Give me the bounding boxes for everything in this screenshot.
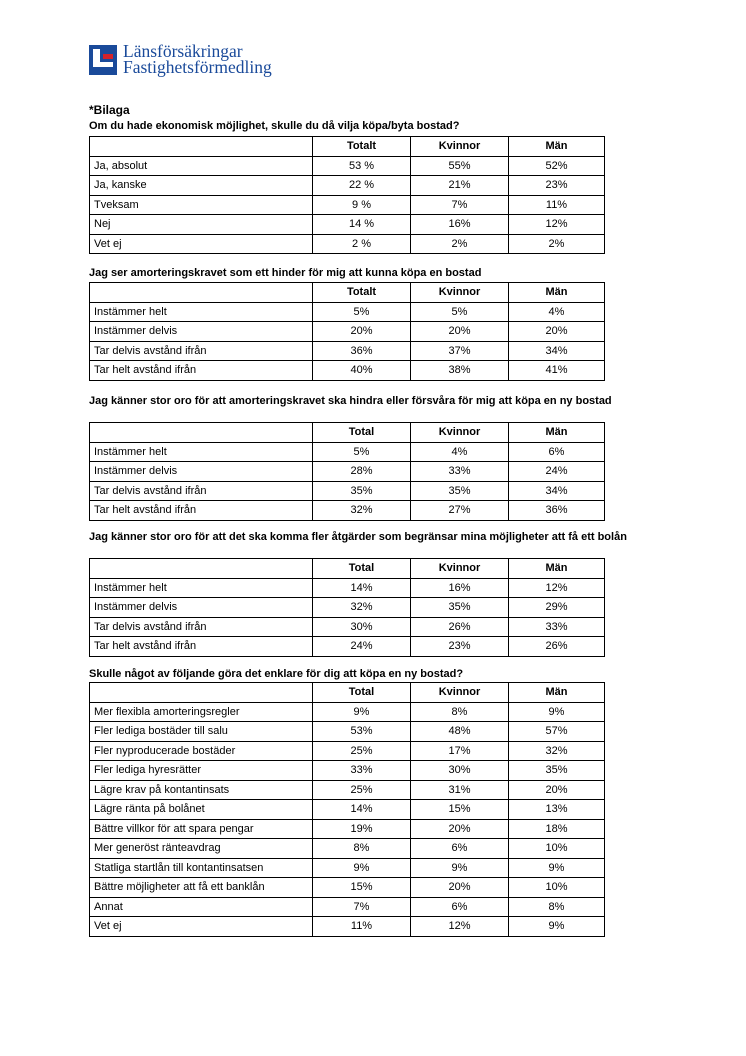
value-cell: 48% — [411, 722, 509, 742]
company-logo — [89, 43, 272, 75]
question-title-2: Jag ser amorteringskravet som ett hinder för mig att kunna köpa en bostad — [89, 267, 482, 279]
value-cell: 9% — [509, 858, 605, 878]
value-cell: 20% — [313, 322, 411, 342]
value-cell: 34% — [509, 481, 605, 501]
value-cell: 12% — [509, 215, 605, 235]
value-cell: 10% — [509, 878, 605, 898]
header-cell-empty — [90, 137, 313, 157]
row-label: Bättre möjligheter att få ett banklån — [90, 878, 313, 898]
row-label: Annat — [90, 897, 313, 917]
value-cell: 12% — [509, 578, 605, 598]
value-cell: 2% — [411, 234, 509, 254]
table-row — [90, 215, 605, 235]
value-cell: 29% — [509, 598, 605, 618]
column-header: Kvinnor — [411, 137, 509, 157]
value-cell: 9% — [509, 917, 605, 937]
value-cell: 53 % — [313, 156, 411, 176]
table-row — [90, 839, 605, 859]
value-cell: 32% — [313, 598, 411, 618]
value-cell: 35% — [411, 481, 509, 501]
value-cell: 24% — [509, 462, 605, 482]
column-header: Total — [313, 559, 411, 579]
value-cell: 10% — [509, 839, 605, 859]
table-row — [90, 361, 605, 381]
value-cell: 35% — [509, 761, 605, 781]
value-cell: 20% — [411, 819, 509, 839]
value-cell: 20% — [411, 878, 509, 898]
value-cell: 14 % — [313, 215, 411, 235]
value-cell: 55% — [411, 156, 509, 176]
table-row — [90, 741, 605, 761]
survey-table-1 — [89, 136, 605, 254]
row-label: Ja, absolut — [90, 156, 313, 176]
value-cell: 6% — [411, 897, 509, 917]
value-cell: 24% — [313, 637, 411, 657]
value-cell: 11% — [509, 195, 605, 215]
value-cell: 4% — [411, 442, 509, 462]
row-label: Fler nyproducerade bostäder — [90, 741, 313, 761]
question-title-3: Jag känner stor oro för att amorteringskravet ska hindra eller försvåra för mig att köpa en ny bostad — [89, 395, 612, 407]
value-cell: 19% — [313, 819, 411, 839]
row-label: Tar delvis avstånd ifrån — [90, 341, 313, 361]
row-label: Vet ej — [90, 234, 313, 254]
value-cell: 28% — [313, 462, 411, 482]
value-cell: 36% — [313, 341, 411, 361]
value-cell: 7% — [411, 195, 509, 215]
value-cell: 30% — [313, 617, 411, 637]
appendix-label: *Bilaga — [89, 103, 130, 117]
column-header: Män — [509, 423, 605, 443]
row-label: Statliga startlån till kontantinsatsen — [90, 858, 313, 878]
value-cell: 8% — [313, 839, 411, 859]
column-header: Män — [509, 283, 605, 303]
table-row — [90, 858, 605, 878]
column-header: Män — [509, 137, 605, 157]
value-cell: 9% — [313, 858, 411, 878]
table-header-row — [90, 423, 605, 443]
survey-table-4 — [89, 558, 605, 657]
value-cell: 23% — [509, 176, 605, 196]
table-row — [90, 702, 605, 722]
value-cell: 14% — [313, 800, 411, 820]
value-cell: 18% — [509, 819, 605, 839]
table-row — [90, 917, 605, 937]
survey-table-3 — [89, 422, 605, 521]
table-row — [90, 481, 605, 501]
value-cell: 27% — [411, 501, 509, 521]
logo-line-1: Länsförsäkringar — [123, 41, 243, 61]
value-cell: 57% — [509, 722, 605, 742]
table-row — [90, 442, 605, 462]
value-cell: 33% — [509, 617, 605, 637]
row-label: Tveksam — [90, 195, 313, 215]
table-row — [90, 617, 605, 637]
value-cell: 6% — [509, 442, 605, 462]
table-row — [90, 195, 605, 215]
value-cell: 32% — [509, 741, 605, 761]
table-row — [90, 800, 605, 820]
value-cell: 35% — [411, 598, 509, 618]
value-cell: 53% — [313, 722, 411, 742]
row-label: Fler lediga hyresrätter — [90, 761, 313, 781]
column-header: Totalt — [313, 137, 411, 157]
value-cell: 52% — [509, 156, 605, 176]
value-cell: 16% — [411, 215, 509, 235]
question-title-5: Skulle något av följande göra det enklare för dig att köpa en ny bostad? — [89, 668, 464, 680]
value-cell: 35% — [313, 481, 411, 501]
table-row — [90, 637, 605, 657]
table-row — [90, 322, 605, 342]
row-label: Tar helt avstånd ifrån — [90, 361, 313, 381]
question-title-4: Jag känner stor oro för att det ska komma fler åtgärder som begränsar mina möjligheter att få ett bolån — [89, 531, 627, 543]
value-cell: 22 % — [313, 176, 411, 196]
survey-table-2 — [89, 282, 605, 381]
value-cell: 5% — [411, 302, 509, 322]
value-cell: 20% — [509, 780, 605, 800]
table-header-row — [90, 137, 605, 157]
value-cell: 20% — [411, 322, 509, 342]
row-label: Tar helt avstånd ifrån — [90, 637, 313, 657]
logo-line-2: Fastighetsförmedling — [123, 57, 272, 77]
table-header-row — [90, 283, 605, 303]
value-cell: 16% — [411, 578, 509, 598]
value-cell: 40% — [313, 361, 411, 381]
value-cell: 9% — [509, 702, 605, 722]
column-header: Kvinnor — [411, 283, 509, 303]
table-row — [90, 897, 605, 917]
survey-table-5 — [89, 682, 605, 937]
row-label: Lägre ränta på bolånet — [90, 800, 313, 820]
column-header: Män — [509, 559, 605, 579]
table-row — [90, 302, 605, 322]
column-header: Total — [313, 423, 411, 443]
table-row — [90, 341, 605, 361]
header-cell-empty — [90, 283, 313, 303]
value-cell: 5% — [313, 442, 411, 462]
value-cell: 15% — [313, 878, 411, 898]
table-row — [90, 578, 605, 598]
column-header: Totalt — [313, 283, 411, 303]
row-label: Lägre krav på kontantinsats — [90, 780, 313, 800]
value-cell: 2 % — [313, 234, 411, 254]
row-label: Nej — [90, 215, 313, 235]
table-row — [90, 878, 605, 898]
table-row — [90, 462, 605, 482]
value-cell: 32% — [313, 501, 411, 521]
value-cell: 9 % — [313, 195, 411, 215]
table-row — [90, 234, 605, 254]
value-cell: 33% — [313, 761, 411, 781]
value-cell: 8% — [509, 897, 605, 917]
table-row — [90, 780, 605, 800]
row-label: Vet ej — [90, 917, 313, 937]
value-cell: 9% — [313, 702, 411, 722]
table-row — [90, 761, 605, 781]
table-row — [90, 176, 605, 196]
table-row — [90, 156, 605, 176]
row-label: Mer flexibla amorteringsregler — [90, 702, 313, 722]
value-cell: 17% — [411, 741, 509, 761]
value-cell: 14% — [313, 578, 411, 598]
value-cell: 21% — [411, 176, 509, 196]
value-cell: 23% — [411, 637, 509, 657]
row-label: Instämmer delvis — [90, 598, 313, 618]
row-label: Fler lediga bostäder till salu — [90, 722, 313, 742]
value-cell: 38% — [411, 361, 509, 381]
value-cell: 33% — [411, 462, 509, 482]
value-cell: 37% — [411, 341, 509, 361]
header-cell-empty — [90, 683, 313, 703]
row-label: Ja, kanske — [90, 176, 313, 196]
value-cell: 25% — [313, 780, 411, 800]
row-label: Tar delvis avstånd ifrån — [90, 617, 313, 637]
row-label: Instämmer helt — [90, 442, 313, 462]
row-label: Instämmer delvis — [90, 462, 313, 482]
column-header: Kvinnor — [411, 683, 509, 703]
value-cell: 31% — [411, 780, 509, 800]
logo-icon — [89, 45, 117, 75]
value-cell: 12% — [411, 917, 509, 937]
column-header: Total — [313, 683, 411, 703]
value-cell: 20% — [509, 322, 605, 342]
value-cell: 30% — [411, 761, 509, 781]
column-header: Kvinnor — [411, 423, 509, 443]
value-cell: 26% — [411, 617, 509, 637]
column-header: Kvinnor — [411, 559, 509, 579]
table-row — [90, 722, 605, 742]
table-row — [90, 501, 605, 521]
value-cell: 4% — [509, 302, 605, 322]
table-header-row — [90, 683, 605, 703]
column-header: Män — [509, 683, 605, 703]
value-cell: 25% — [313, 741, 411, 761]
question-title-1: Om du hade ekonomisk möjlighet, skulle du då vilja köpa/byta bostad? — [89, 120, 460, 132]
row-label: Instämmer helt — [90, 578, 313, 598]
table-row — [90, 598, 605, 618]
header-cell-empty — [90, 423, 313, 443]
value-cell: 5% — [313, 302, 411, 322]
value-cell: 15% — [411, 800, 509, 820]
value-cell: 36% — [509, 501, 605, 521]
row-label: Tar delvis avstånd ifrån — [90, 481, 313, 501]
row-label: Instämmer helt — [90, 302, 313, 322]
header-cell-empty — [90, 559, 313, 579]
table-row — [90, 819, 605, 839]
row-label: Instämmer delvis — [90, 322, 313, 342]
value-cell: 11% — [313, 917, 411, 937]
row-label: Tar helt avstånd ifrån — [90, 501, 313, 521]
value-cell: 26% — [509, 637, 605, 657]
value-cell: 8% — [411, 702, 509, 722]
value-cell: 41% — [509, 361, 605, 381]
row-label: Mer generöst ränteavdrag — [90, 839, 313, 859]
row-label: Bättre villkor för att spara pengar — [90, 819, 313, 839]
value-cell: 9% — [411, 858, 509, 878]
table-header-row — [90, 559, 605, 579]
value-cell: 2% — [509, 234, 605, 254]
value-cell: 13% — [509, 800, 605, 820]
value-cell: 6% — [411, 839, 509, 859]
value-cell: 7% — [313, 897, 411, 917]
value-cell: 34% — [509, 341, 605, 361]
